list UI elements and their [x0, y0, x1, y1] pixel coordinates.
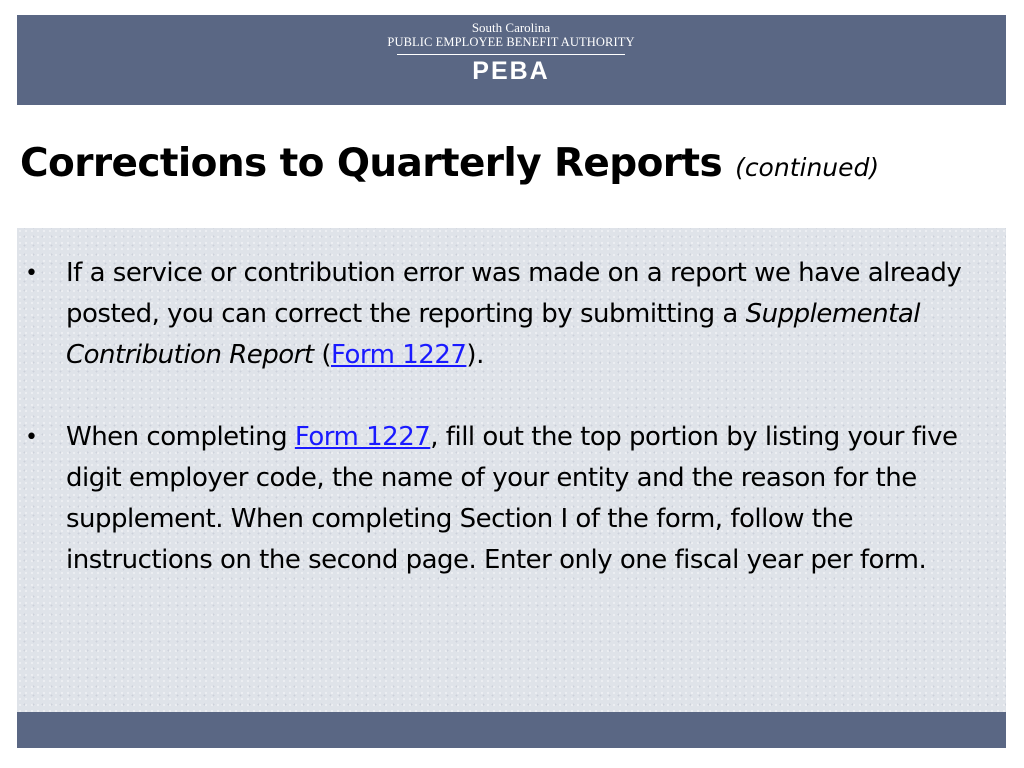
- slide-title: [20, 139, 879, 193]
- bullet-dot-icon: •: [25, 261, 38, 286]
- logo-wordmark: PEBA: [472, 57, 550, 85]
- form-1227-link-1[interactable]: Form 1227: [330, 340, 467, 370]
- slide-title-text: Corrections to Quarterly Reports: [20, 141, 723, 186]
- logo-divider: [397, 54, 625, 55]
- bullet-2-text: When completing: [66, 422, 295, 452]
- bullet-1-text: If a service or contribution error was made on a report we have already posted, you can correct the reporting by submitting a: [66, 258, 962, 329]
- footer-band: [17, 712, 1006, 748]
- bullet-1-paren: (: [313, 340, 331, 370]
- bullet-dot-icon: •: [25, 425, 38, 450]
- bullet-item-1: [25, 253, 995, 376]
- bullet-item-2: [25, 417, 995, 581]
- bullet-1-end: ).: [466, 340, 484, 370]
- bullet-2-rest: , fill out the top portion by listing your five digit employer code, the name of your entity and the reason for the supplement. When completing Section I of the form, follow the instructions on the second page. Enter only one fiscal year per form.: [66, 422, 958, 575]
- bullet-list: [25, 253, 995, 581]
- slide-title-suffix: (continued): [735, 153, 880, 182]
- bullet-1-emphasis: Supplemental Contribution Report: [66, 299, 920, 370]
- form-1227-link-2[interactable]: Form 1227: [294, 422, 431, 452]
- peba-logo: [380, 20, 642, 84]
- logo-agency: PUBLIC EMPLOYEE BENEFIT AUTHORITY: [387, 35, 635, 49]
- logo-state: South Carolina: [471, 20, 551, 35]
